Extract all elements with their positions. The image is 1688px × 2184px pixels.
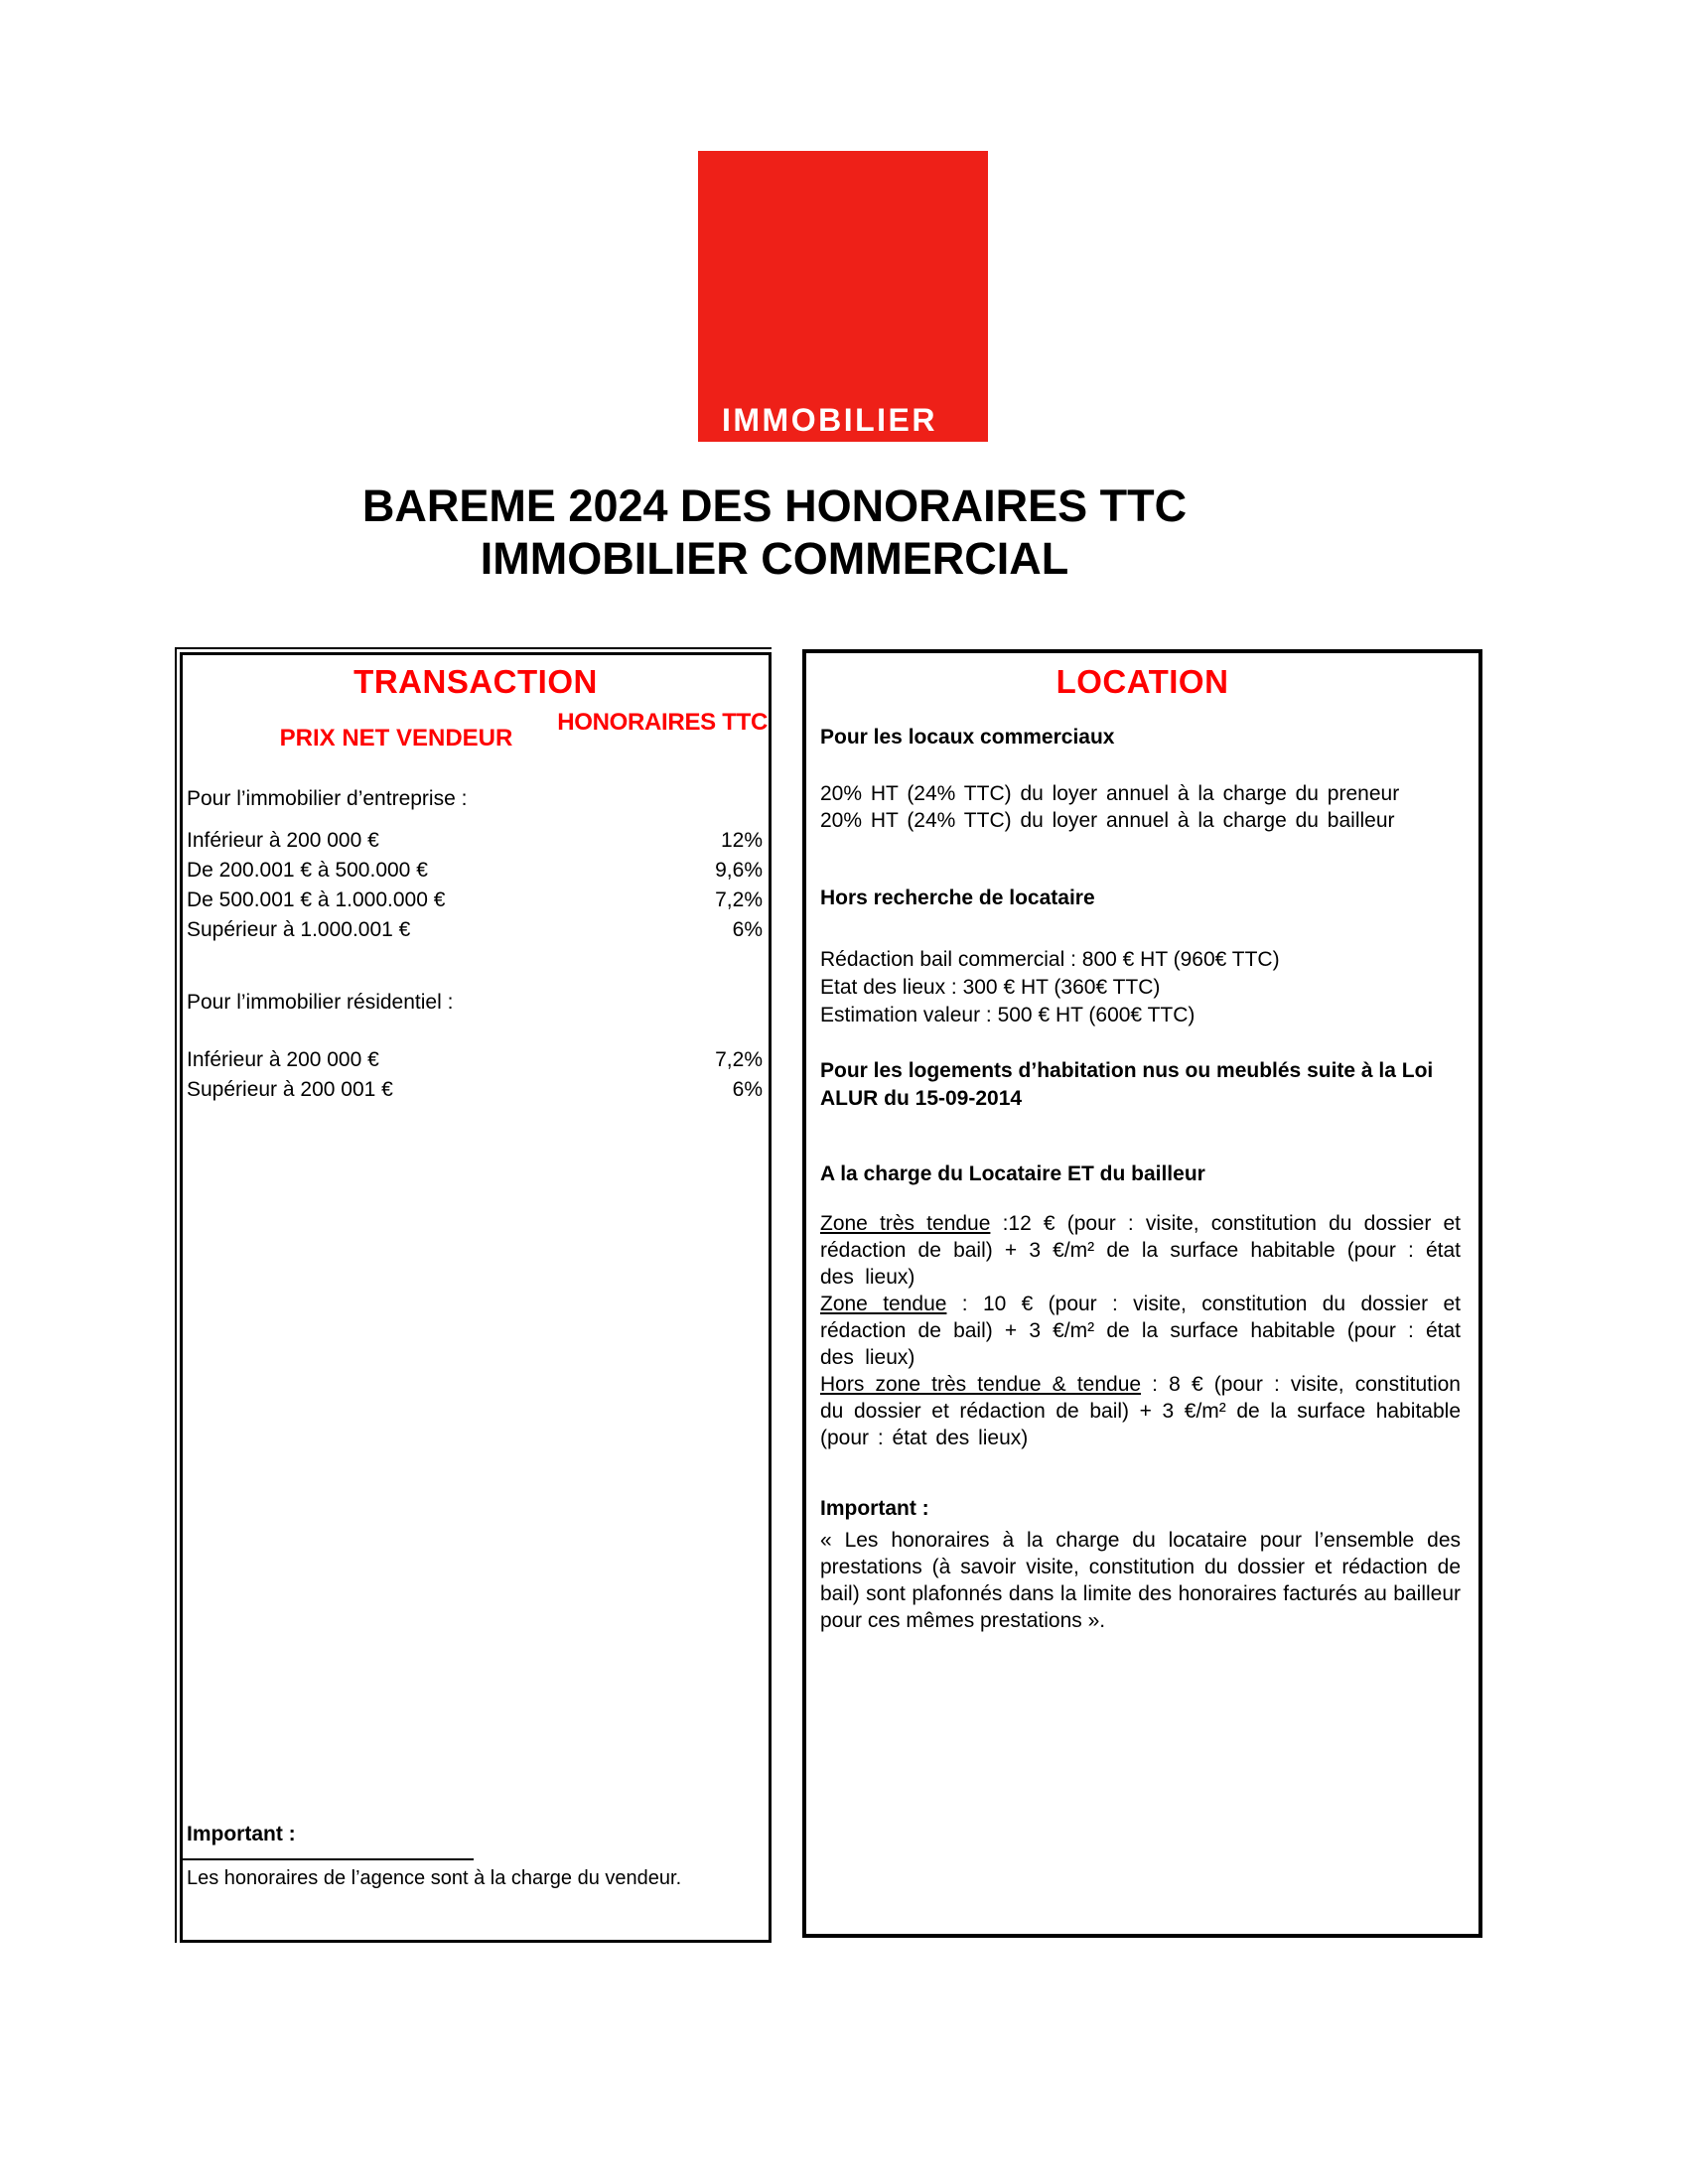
fee-row (187, 1075, 763, 1105)
column-header-fees: HONORAIRES TTC (557, 709, 768, 736)
fee-line: Rédaction bail commercial : 800 € HT (960€ TTC) (820, 948, 1280, 971)
fee-row (187, 886, 763, 915)
location-panel-title: LOCATION (1055, 663, 1229, 700)
important-label: Important : (820, 1497, 929, 1520)
section-heading-alur (820, 1057, 1477, 1113)
alur-heading-line-2: ALUR du 15-09-2014 (820, 1087, 1023, 1110)
important-label: Important : (187, 1823, 296, 1845)
fee-line: Estimation valeur : 500 € HT (600€ TTC) (820, 1004, 1196, 1026)
transaction-panel-title: TRANSACTION (353, 663, 598, 700)
fee-label: Inférieur à 200 000 € (187, 1048, 379, 1071)
document-title-line-1: BAREME 2024 DES HONORAIRES TTC (361, 480, 1188, 531)
fee-row (187, 826, 763, 856)
section-heading-no-search: Hors recherche de locataire (820, 887, 1095, 909)
fee-value: 7,2% (715, 888, 763, 911)
fee-label: De 500.001 € à 1.000.000 € (187, 888, 446, 911)
zone-text: : 10 € (pour : visite, constitution du dossier et rédaction de bail) + 3 €/m² de la surface habitable (pour : état des lieux) (820, 1293, 1461, 1369)
fee-row (187, 1045, 763, 1075)
zone-paragraph-hors-zone (820, 1371, 1461, 1451)
fee-row (187, 915, 763, 945)
zone-lead: Zone tendue (820, 1293, 947, 1315)
document-title (179, 479, 1370, 585)
zone-text: :12 € (pour : visite, constitution du dossier et rédaction de bail) + 3 €/m² de la surface habitable (pour : état des lieux) (820, 1212, 1462, 1289)
fee-label: Supérieur à 1.000.001 € (187, 918, 411, 941)
fee-row (187, 856, 763, 886)
section-heading-charge: A la charge du Locataire ET du bailleur (820, 1162, 1205, 1185)
zone-paragraph-tres-tendue (820, 1210, 1461, 1291)
transaction-panel (180, 652, 772, 1943)
logo-red-square (698, 151, 988, 485)
alur-heading-line-1: Pour les logements d’habitation nus ou meublés suite à la Loi (820, 1059, 1434, 1082)
fee-value: 6% (732, 918, 763, 941)
fee-value: 9,6% (715, 859, 763, 882)
section-heading-enterprise: Pour l’immobilier d’entreprise : (187, 787, 468, 810)
section-heading-residential: Pour l’immobilier résidentiel : (187, 991, 454, 1014)
important-note: Les honoraires de l’agence sont à la charge du vendeur. (187, 1867, 682, 1889)
logo-line-1: IMMOBILIER (722, 402, 937, 438)
document-title-line-2: IMMOBILIER COMMERCIAL (480, 533, 1069, 584)
fee-line: Etat des lieux : 300 € HT (360€ TTC) (820, 976, 1161, 999)
logo-wordmark (722, 396, 965, 491)
commercial-rate-lines (820, 780, 1461, 834)
logo-line-2: COMMERCIAL (722, 450, 966, 485)
residential-fee-rows (187, 1045, 763, 1105)
rate-line: 20% HT (24% TTC) du loyer annuel à la charge du preneur (820, 782, 1400, 805)
zone-fee-paragraphs (820, 1210, 1461, 1451)
divider-line (180, 1858, 474, 1860)
location-panel (802, 649, 1482, 1938)
fee-value: 7,2% (715, 1048, 763, 1071)
zone-paragraph-tendue (820, 1291, 1461, 1371)
zone-lead: Hors zone très tendue & tendue (820, 1373, 1142, 1396)
column-header-price: PRIX NET VENDEUR (279, 725, 513, 751)
enterprise-fee-rows (187, 826, 763, 945)
fee-label: De 200.001 € à 500.000 € (187, 859, 428, 882)
fee-value: 12% (720, 829, 763, 852)
fee-label: Supérieur à 200 001 € (187, 1078, 393, 1101)
important-note: « Les honoraires à la charge du locataire pour l’ensemble des prestations (à savoir visite, constitution du dossier et rédaction de bail) sont plafonnés dans la limite des honoraires facturés au bailleur pour ces mêmes prestations ». (820, 1529, 1461, 1632)
rate-line: 20% HT (24% TTC) du loyer annuel à la charge du bailleur (820, 809, 1395, 832)
zone-text: : 8 € (pour : visite, constitution du dossier et rédaction de bail) + 3 €/m² de la surface habitable (pour : état des lieux) (820, 1373, 1461, 1449)
zone-lead: Zone très tendue (820, 1212, 991, 1235)
fee-label: Inférieur à 200 000 € (187, 829, 379, 852)
section-heading-commercial: Pour les locaux commerciaux (820, 726, 1115, 749)
no-search-fee-lines (820, 946, 1461, 1029)
fee-value: 6% (732, 1078, 763, 1101)
